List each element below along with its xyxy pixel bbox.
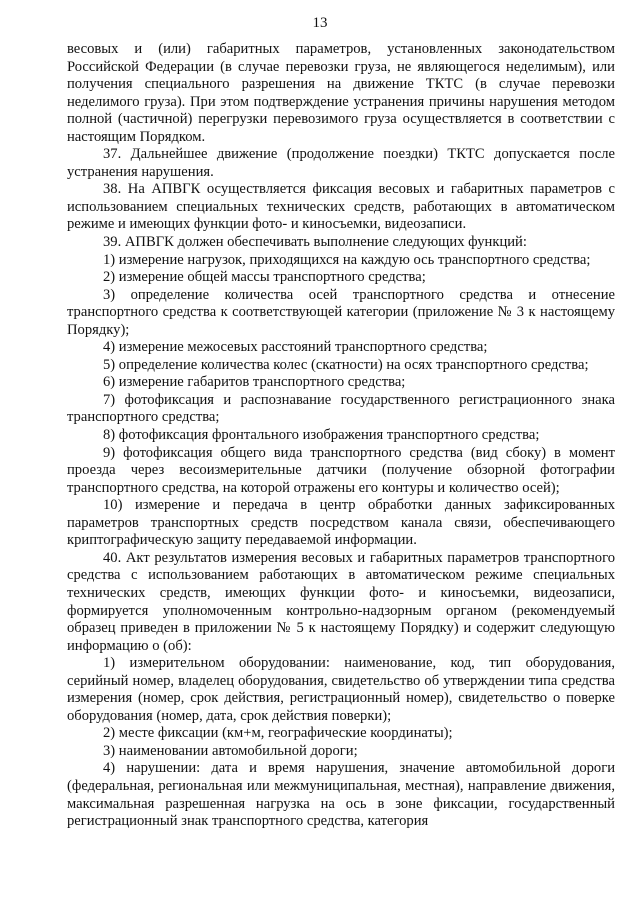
list-item-39-10: 10) измерение и передача в центр обработки данных зафиксированных параметров транспортных средств посредством канала связи, обеспечивающего криптографическую защиту передаваемой информации. bbox=[67, 497, 615, 549]
list-item-40-3: 3) наименовании автомобильной дороги; bbox=[103, 742, 358, 759]
page-number: 13 bbox=[312, 15, 328, 31]
list-item-40-4: 4) нарушении: дата и время нарушения, значение автомобильной дороги (федеральная, региональная или межмуниципальная, местная), направление движения, максимальная разрешенная нагрузка на ось в зоне фиксации, государственный регистрационный знак транспортного средства, категория bbox=[67, 760, 615, 830]
list-item-39-5: 5) определение количества колес (скатности) на осях транспортного средства; bbox=[103, 356, 589, 373]
list-item-39-2: 2) измерение общей массы транспортного средства; bbox=[103, 269, 426, 286]
list-item-39-1: 1) измерение нагрузок, приходящихся на каждую ось транспортного средства; bbox=[103, 251, 591, 268]
list-item-40-1: 1) измерительном оборудовании: наименование, код, тип оборудования, серийный номер, владелец оборудования, свидетельство об утверждении типа средства измерения (номер, срок действия, регистрационный номер), свидетельство о поверке оборудования (номер, дата, срок действия поверки); bbox=[67, 655, 615, 724]
list-item-39-7: 7) фотофиксация и распознавание государственного регистрационного знака транспортного средства; bbox=[67, 391, 615, 426]
paragraph-40: 40. Акт результатов измерения весовых и габаритных параметров транспортного средства с использованием работающих в автоматическом режиме специальных технических средств, имеющих функции фото- и киносъемки, видеозаписи, формируется уполномоченным контрольно-надзорным органом (рекомендуемый образец приведен в приложении № 5 к настоящему Порядку) и содержит следующую информацию о (об): bbox=[67, 549, 615, 654]
list-item-39-6: 6) измерение габаритов транспортного средства; bbox=[103, 374, 406, 391]
document-body bbox=[67, 41, 615, 831]
list-item-39-8: 8) фотофиксация фронтального изображения транспортного средства; bbox=[103, 427, 540, 444]
list-item-39-4: 4) измерение межосевых расстояний транспортного средства; bbox=[103, 339, 488, 356]
paragraph-37: 37. Дальнейшее движение (продолжение поездки) ТКТС допускается после устранения нарушения. bbox=[67, 146, 615, 180]
paragraph-39: 39. АПВГК должен обеспечивать выполнение следующих функций: bbox=[103, 234, 527, 251]
list-item-39-9: 9) фотофиксация общего вида транспортного средства (вид сбоку) в момент проезда через весоизмерительные датчики (получение обзорной фотографии транспортного средства, на которой отражены его контуры и количество осей); bbox=[67, 444, 615, 496]
paragraph-continuation: весовых и (или) габаритных параметров, установленных законодательством Российской Федерации (в случае перевозки груза, не являющегося неделимым), или получения специального разрешения на движение ТКТС (в случае перевозки неделимого груза). При этом подтверждение устранения причины нарушения методом полной (частичной) перегрузки перевозимого груза осуществляется в соответствии с настоящим Порядком. bbox=[67, 41, 615, 145]
paragraph-38: 38. На АПВГК осуществляется фиксация весовых и габаритных параметров с использованием специальных технических средств, работающих в автоматическом режиме и имеющих функции фото- и киносъемки, видеозаписи. bbox=[67, 181, 615, 233]
list-item-40-2: 2) месте фиксации (км+м, географические координаты); bbox=[103, 725, 453, 742]
list-item-39-3: 3) определение количества осей транспортного средства и отнесение транспортного средства к соответствующей категории (приложение № 3 к настоящему Порядку); bbox=[67, 286, 615, 338]
